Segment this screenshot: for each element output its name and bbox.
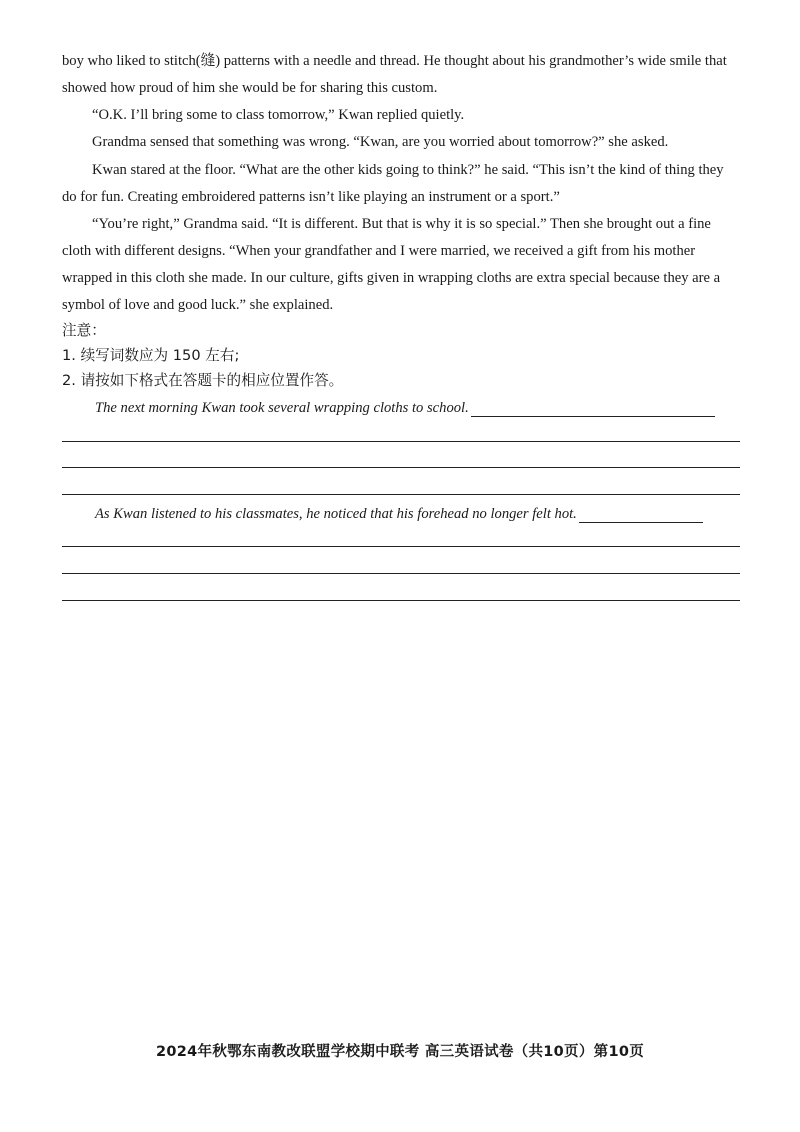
continuation-prompt-1 [95, 400, 715, 417]
notes-heading: 注意： [62, 322, 106, 339]
story-paragraph-1: boy who liked to stitch(缝) patterns with a needle and thread. He thought about his grandmother’s wide smile that showed how proud of him she would be for sharing this custom. [62, 53, 727, 96]
answer-line[interactable] [62, 441, 740, 442]
answer-line[interactable] [62, 546, 740, 547]
prompt-2-blank[interactable] [579, 508, 703, 523]
answer-line[interactable] [62, 573, 740, 574]
page-footer: 2024年秋鄂东南教改联盟学校期中联考 高三英语试卷（共10页）第10页 [155, 1044, 645, 1060]
prompt-1-text: The next morning Kwan took several wrapping cloths to school. [95, 400, 469, 416]
answer-line[interactable] [62, 494, 740, 495]
prompt-1-blank[interactable] [471, 402, 715, 417]
answer-line[interactable] [62, 467, 740, 468]
story-paragraph-4: Kwan stared at the floor. “What are the other kids going to think?” he said. “This isn’t the kind of thing they do for fun. Creating embroidered patterns isn’t like playing an instrument or a sport.” [62, 162, 724, 205]
story-paragraph-3: Grandma sensed that something was wrong. “Kwan, are you worried about tomorrow?” she asked. [92, 134, 669, 150]
story-paragraph-2: “O.K. I’ll bring some to class tomorrow,” Kwan replied quietly. [92, 107, 465, 123]
continuation-prompt-2 [95, 506, 703, 523]
answer-line[interactable] [62, 600, 740, 601]
notes-item-format: 2. 请按如下格式在答题卡的相应位置作答。 [62, 372, 344, 389]
story-paragraph-5: “You’re right,” Grandma said. “It is different. But that is why it is so special.” Then she brought out a fine cloth with different designs. “When your grandfather and I were married, we received a gift from his mother wrapped in this cloth she made. In our culture, gifts given in wrapping cloths are extra special because they are a symbol of love and good luck.” she explained. [62, 216, 721, 313]
prompt-2-text: As Kwan listened to his classmates, he noticed that his forehead no longer felt hot. [95, 506, 577, 522]
notes-item-word-count: 1. 续写词数应为 150 左右; [62, 347, 240, 364]
